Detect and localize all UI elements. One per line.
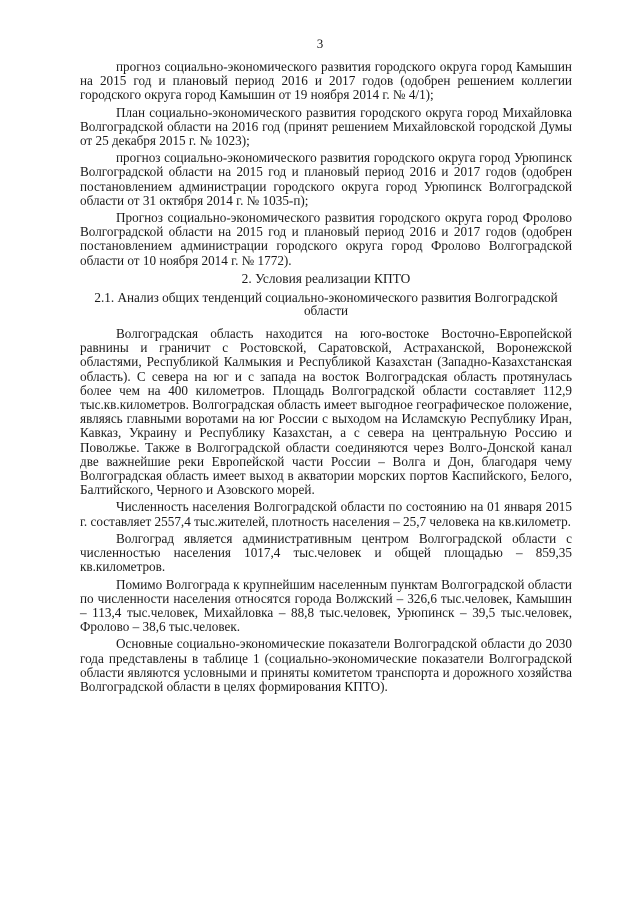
intro-paragraph: прогноз социально-экономического развития городского округа город Камышин на 2015 год и плановый период 2016 и 2017 годов (одобрен решением коллегии городского округа город Камышин от 19 ноября 2014 г. № 4/1);	[80, 59, 572, 103]
body-paragraph: Волгоград является административным центром Волгоградской области с численностью населения 1017,4 тыс.человек и общей площадью – 859,35 кв.километров.	[80, 530, 572, 575]
intro-paragraph: прогноз социально-экономического развития городского округа город Урюпинск Волгоградской области на 2015 год и плановый период 2016 и 2017 годов (одобрен постановлением администрации городского округа город Урюпинск Волгоградской области от 31 октября 2014 г. № 1035-п);	[80, 150, 572, 208]
page-number: 3	[316, 36, 324, 51]
section-heading: 2. Условия реализации КПТО	[241, 270, 411, 286]
subsection-heading: 2.1. Анализ общих тенденций социально-экономического развития Волгоградской области	[94, 290, 558, 319]
body-paragraph: Основные социально-экономические показатели Волгоградской области до 2030 года представлены в таблице 1 (социально-экономические показатели Волгоградской области являются условными и приняты комитетом транспорта и дорожного хозяйства Волгоградской области в целях формирования КПТО).	[80, 636, 572, 694]
intro-paragraph: План социально-экономического развития городского округа город Михайловка Волгоградской области на 2016 год (принят решением Михайловской городской Думы от 25 декабря 2015 г. № 1023);	[80, 104, 572, 149]
body-paragraph: Помимо Волгограда к крупнейшим населенным пунктам Волгоградской области по численности населения относятся города Волжский – 326,6 тыс.человек, Камышин – 113,4 тыс.человек, Михайловка – 88,8 тыс.человек, Урюпинск – 39,5 тыс.человек, Фролово – 38,6 тыс.человек.	[80, 576, 572, 635]
body-paragraph: Численность населения Волгоградской области по состоянию на 01 января 2015 г. составляет 2557,4 тыс.жителей, плотность населения – 25,7 человека на кв.километр.	[80, 499, 572, 529]
body-paragraph: Волгоградская область находится на юго-востоке Восточно-Европейской равнины и граничит с Ростовской, Саратовской, Астраханской, Воронежской областями, Республикой Калмыкия и Республикой Казахстан (Западно-Казахстанская область). С севера на юг и с запада на восток Волгоградская область протянулась более чем на 400 километров. Площадь Волгоградской области составляет 112,9 тыс.кв.километров. Волгоградская область имеет выгодное географическое положение, являясь главными воротами на юг России с выходом на Исламскую Республику Иран, Кавказ, Украину и Республику Казахстан, а с севера на центральную Россию и Поволжье. Также в Волгоградской области соединяются через Волго-Донской канал две важнейшие реки Европейской части России – Волга и Дон, благодаря чему Волгоградская область имеет выход в акватории морских портов Каспийского, Белого, Балтийского, Черного и Азовского морей.	[80, 326, 572, 498]
intro-paragraph: Прогноз социально-экономического развития городского округа город Фролово Волгоградской области на 2015 год и плановый период 2016 и 2017 годов (одобрен постановлением администрации городского округа город Фролово Волгоградской области от 10 ноября 2014 г. № 1772).	[80, 210, 572, 268]
document-body	[80, 60, 572, 697]
